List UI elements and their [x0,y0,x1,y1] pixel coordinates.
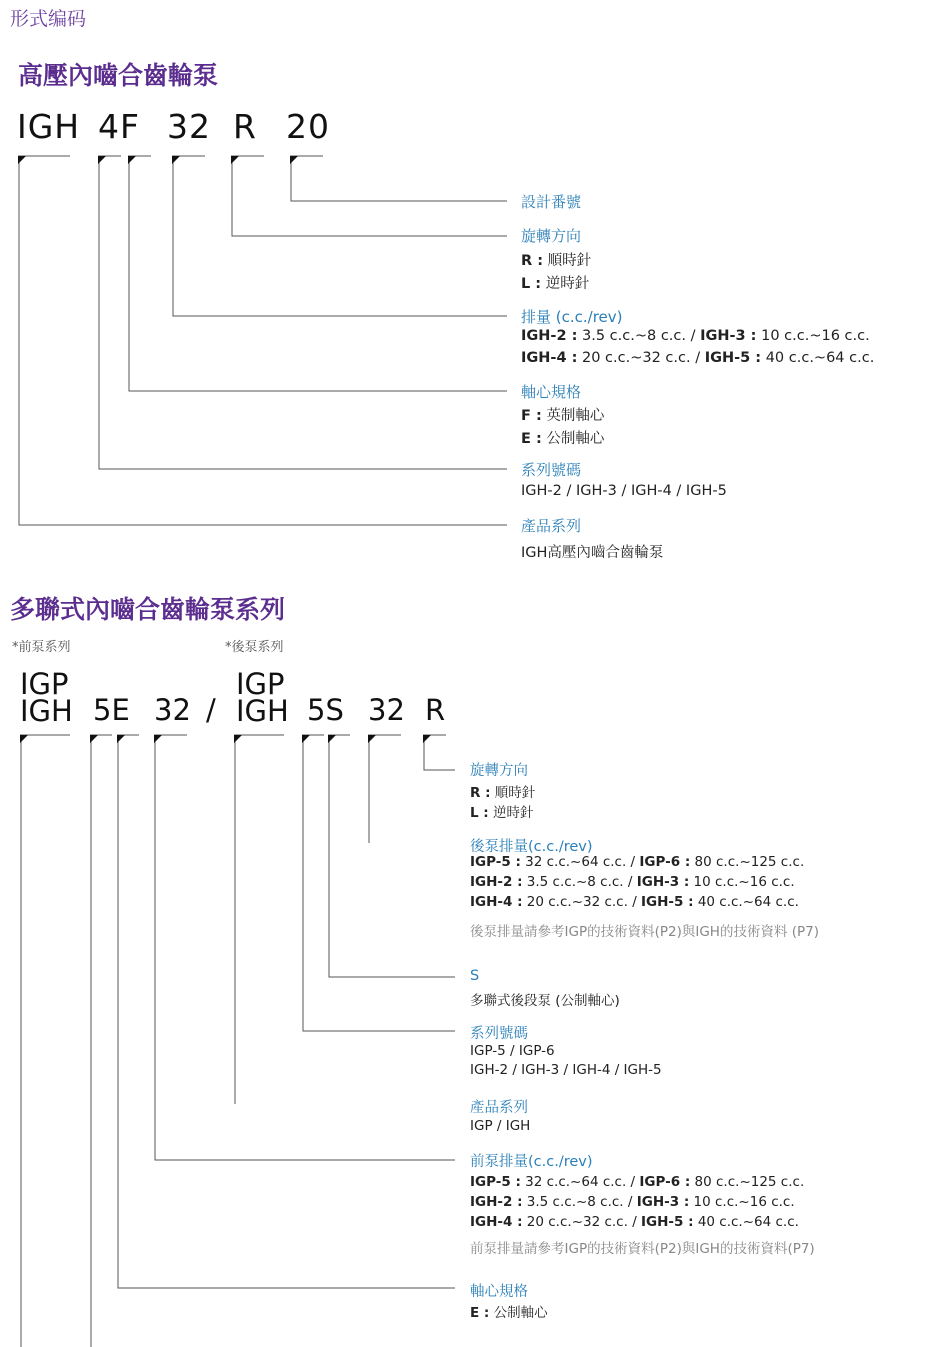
s2-product-text: IGP / IGH [470,1118,531,1134]
code2-front-disp: 32 [154,693,191,727]
code-series: IGH [17,107,81,146]
s2-shaft-e: E : 公制軸心 [470,1305,548,1321]
rotation-l: L : 逆時針 [521,276,590,292]
s2-rotation-heading: 旋轉方向 [470,763,528,779]
rear-disp-line3: IGH-4 : 20 c.c.~32 c.c. / IGH-5 : 40 c.c.~64 c.c. [470,894,799,910]
rotation-heading: 旋轉方向 [521,227,582,245]
code2-rotation: R [425,693,446,727]
s-item-heading: S [470,968,480,984]
product-text: IGH高壓內嚙合齒輪泵 [521,545,664,561]
shaft-f: F : 英制軸心 [521,408,605,424]
rear-disp-line2: IGH-2 : 3.5 c.c.~8 c.c. / IGH-3 : 10 c.c.~16 c.c. [470,874,795,890]
shaft-e: E : 公制軸心 [521,431,605,447]
rotation-r: R : 順時針 [521,253,592,269]
code2-rear-size: 5S [307,693,344,727]
front-pump-note: *前泵系列 [12,640,71,655]
rear-disp-heading: 後泵排量(c.c./rev) [470,839,593,855]
section1-title: 高壓內嚙合齒輪泵 [18,61,219,90]
s2-product-heading: 產品系列 [470,1100,528,1116]
displacement-line1: IGH-2 : 3.5 c.c.~8 c.c. / IGH-3 : 10 c.c.~16 c.c. [521,328,870,344]
rear-disp-line1: IGP-5 : 32 c.c.~64 c.c. / IGP-6 : 80 c.c.~125 c.c. [470,854,805,870]
design-heading: 設計番號 [521,193,582,211]
series-text: IGH-2 / IGH-3 / IGH-4 / IGH-5 [521,483,727,499]
rear-disp-note: 後泵排量請參考IGP的技術資料(P2)與IGH的技術資料 (P7) [470,924,819,940]
page-label: 形式编码 [10,8,87,30]
front-disp-note: 前泵排量請參考IGP的技術資料(P2)與IGH的技術資料(P7) [470,1241,815,1257]
code-design: 20 [286,107,330,146]
s2-series-line2: IGH-2 / IGH-3 / IGH-4 / IGH-5 [470,1062,662,1078]
code-rotation: R [233,107,257,146]
s2-rotation-l: L : 逆時針 [470,805,534,821]
front-disp-heading: 前泵排量(c.c./rev) [470,1154,593,1170]
section2-title: 多聯式內嚙合齒輪泵系列 [10,595,286,624]
s2-series-line1: IGP-5 / IGP-6 [470,1043,555,1059]
code-size: 4F [98,107,140,146]
s-item-text: 多聯式後段泵 (公制軸心) [470,993,620,1009]
displacement-line2: IGH-4 : 20 c.c.~32 c.c. / IGH-5 : 40 c.c.~64 c.c. [521,350,875,366]
code2-size: 5E [93,693,130,727]
product-heading: 產品系列 [521,517,582,535]
s2-series-heading: 系列號碼 [470,1026,528,1042]
code2-front-series: IGP IGH [20,667,73,728]
series-heading: 系列號碼 [521,461,582,479]
front-disp-line2: IGH-2 : 3.5 c.c.~8 c.c. / IGH-3 : 10 c.c.~16 c.c. [470,1194,795,1210]
displacement-heading: 排量 (c.c./rev) [521,308,623,326]
rear-pump-note: *後泵系列 [225,640,284,655]
front-disp-line1: IGP-5 : 32 c.c.~64 c.c. / IGP-6 : 80 c.c.~125 c.c. [470,1174,805,1190]
code-displacement: 32 [167,107,211,146]
shaft-heading: 軸心規格 [521,383,582,401]
code2-rear-disp: 32 [368,693,405,727]
code2-slash: / [206,693,216,727]
s2-shaft-heading: 軸心規格 [470,1284,528,1300]
front-disp-line3: IGH-4 : 20 c.c.~32 c.c. / IGH-5 : 40 c.c.~64 c.c. [470,1214,799,1230]
s2-rotation-r: R : 順時針 [470,785,536,801]
code2-rear-series: IGP IGH [236,667,289,728]
